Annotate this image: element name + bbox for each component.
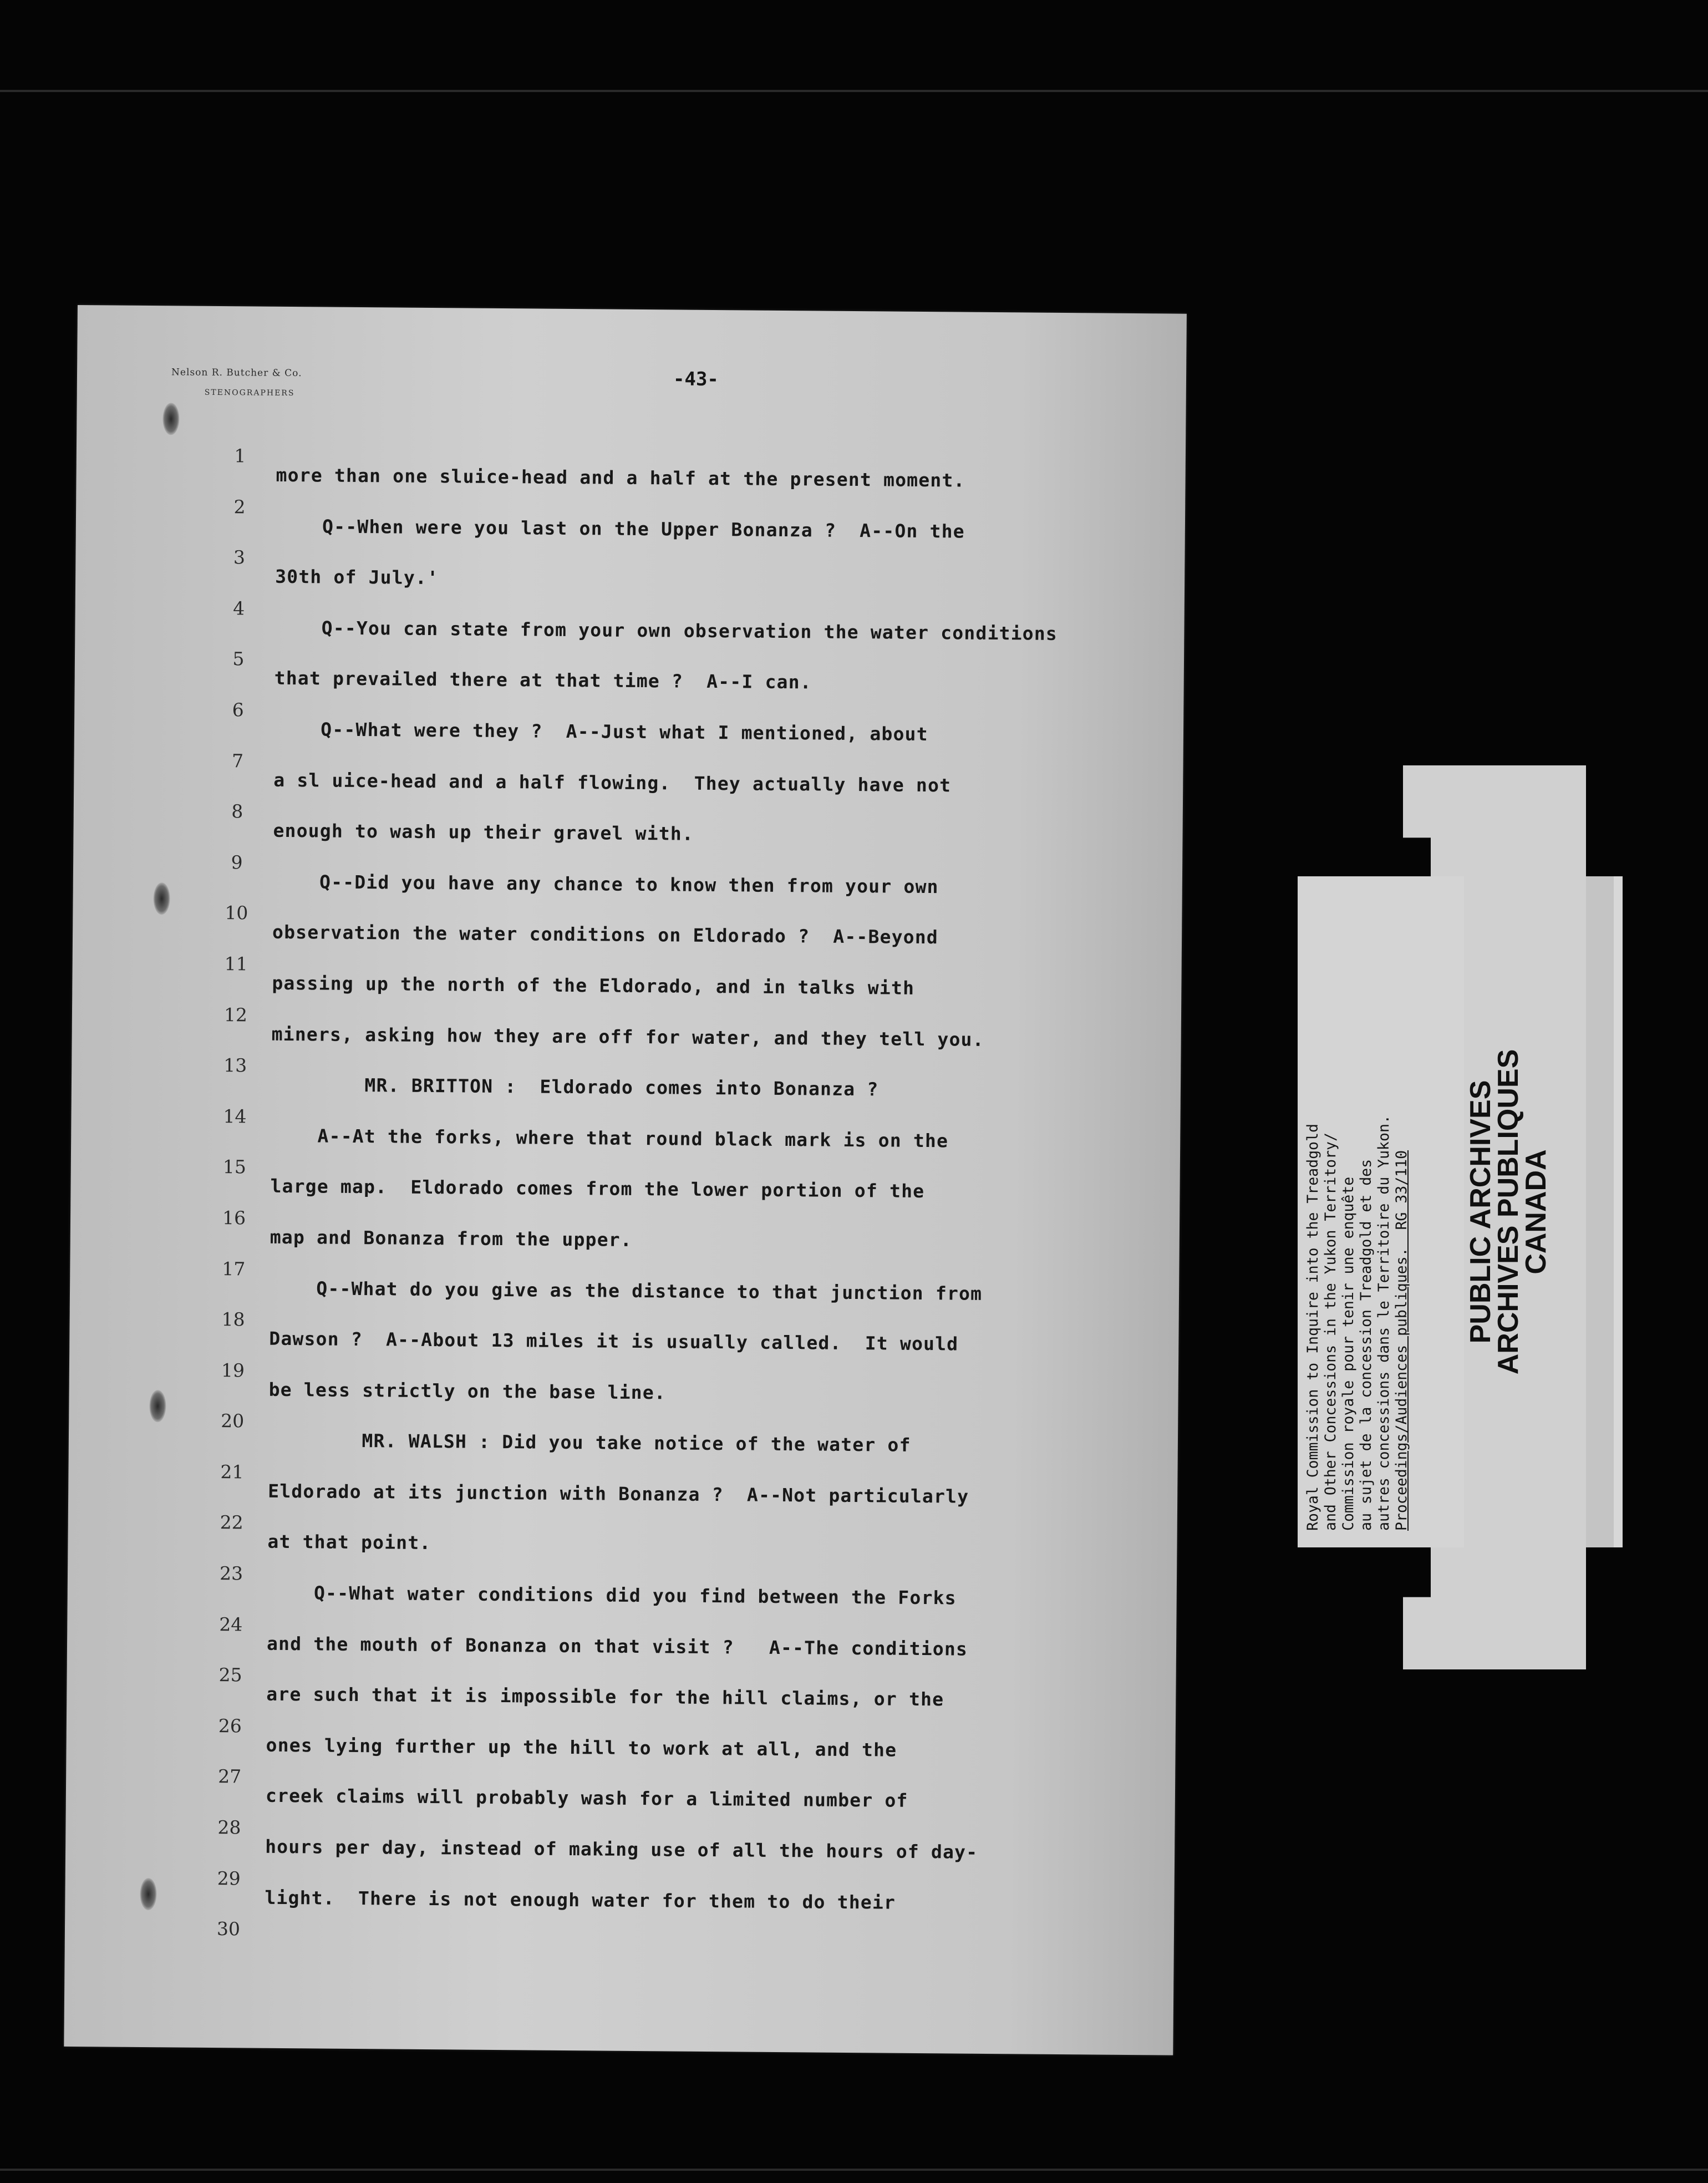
transcript-body	[64, 444, 1186, 1976]
line-text: Q--Did you have any chance to know then from your own	[272, 870, 939, 897]
transcript-line	[70, 1155, 1180, 1214]
film-edge-bottom	[0, 2169, 1708, 2171]
line-text: light. There is not enough water for them to do their	[265, 1886, 896, 1913]
transcript-line	[73, 901, 1182, 960]
archive-label-line: Royal Commission to Inquire into the Treadgold	[1304, 1124, 1321, 1531]
line-text: more than one sluice-head and a half at the present moment.	[276, 464, 965, 491]
line-number: 24	[219, 1613, 243, 1636]
line-number: 12	[223, 1003, 248, 1025]
transcript-line	[65, 1815, 1175, 1875]
transcript-line	[71, 1104, 1181, 1164]
line-text: Q--What were they ? A--Just what I mentioned, about	[273, 718, 928, 745]
line-text: hours per day, instead of making use of all the hours of day-	[265, 1835, 978, 1863]
line-text: be less strictly on the base line.	[268, 1378, 667, 1404]
line-number: 22	[220, 1511, 243, 1534]
line-number: 18	[221, 1308, 245, 1331]
line-text: observation the water conditions on Eldorado ? A--Beyond	[272, 921, 939, 948]
transcript-line	[76, 495, 1186, 554]
line-number: 2	[233, 495, 246, 517]
line-text: a sl uice-head and a half flowing. They actually have not	[273, 769, 952, 796]
line-text: MR. WALSH : Did you take notice of the water of	[268, 1429, 911, 1456]
transcript-line	[70, 1256, 1180, 1316]
line-number: 15	[222, 1156, 246, 1178]
line-text: 30th of July.'	[275, 566, 439, 589]
line-text: creek claims will probably wash for a limited number of	[265, 1785, 908, 1812]
line-text: map and Bonanza from the upper.	[270, 1226, 633, 1251]
document-page	[64, 305, 1187, 2055]
line-text: passing up the north of the Eldorado, and in talks with	[272, 972, 915, 999]
line-number: 7	[231, 749, 244, 771]
letterhead	[171, 367, 360, 398]
archive-label-line: Commission royale pour tenir une enquête	[1340, 1176, 1357, 1531]
line-text: large map. Eldorado comes from the lower portion of the	[270, 1175, 925, 1202]
line-number: 13	[223, 1054, 247, 1077]
archive-label-line: au sujet de la concession Treadgold et des	[1358, 1159, 1375, 1531]
line-text: are such that it is impossible for the hill claims, or the	[266, 1683, 944, 1710]
archive-label-description	[1304, 893, 1411, 1531]
archives-stamp-line: PUBLIC ARCHIVES	[1465, 1080, 1497, 1344]
transcript-line	[66, 1714, 1176, 1773]
line-text: Q--You can state from your own observation the water conditions	[274, 616, 1058, 644]
transcript-line	[64, 1917, 1174, 1976]
line-text: that prevailed there at that time ? A--I can.	[274, 667, 812, 693]
line-number: 4	[233, 597, 245, 620]
line-number: 8	[231, 800, 243, 823]
archives-stamp-line: ARCHIVES PUBLIQUES	[1492, 1049, 1524, 1375]
line-number: 5	[232, 648, 245, 670]
line-number: 25	[218, 1664, 242, 1686]
line-number: 14	[223, 1105, 247, 1128]
transcript-line	[67, 1663, 1176, 1722]
line-text: Dawson ? A--About 13 miles it is usually called. It would	[269, 1327, 959, 1355]
line-number: 11	[224, 953, 248, 975]
line-number: 9	[231, 851, 243, 874]
line-text: Q--What water conditions did you find between the Forks	[267, 1581, 957, 1609]
transcript-line	[69, 1307, 1179, 1367]
transcript-line	[66, 1764, 1176, 1824]
transcript-line	[72, 1053, 1181, 1113]
archives-stamp	[1467, 876, 1550, 1547]
transcript-line	[69, 1409, 1178, 1468]
archive-label-line: and Other Concessions in the Yukon Territory/	[1322, 1133, 1339, 1531]
line-number: 19	[221, 1359, 245, 1382]
archive-label-reference: Proceedings/Audiences publiques. RG 33/110	[1393, 1150, 1410, 1531]
line-text: Eldorado at its junction with Bonanza ? A--Not particularly	[268, 1480, 969, 1507]
transcript-line	[73, 799, 1183, 859]
archives-stamp-line: CANADA	[1520, 1149, 1552, 1275]
line-text: enough to wash up their gravel with.	[273, 819, 694, 845]
line-text: MR. BRITTON : Eldorado comes into Bonanza ?	[271, 1073, 879, 1100]
transcript-line	[74, 698, 1184, 757]
archive-label-line: autres concessions dans le Territoire du Yukon.	[1375, 1115, 1392, 1531]
transcript-line	[68, 1460, 1178, 1519]
transcript-line	[69, 1358, 1178, 1418]
line-number: 29	[217, 1867, 241, 1890]
line-number: 27	[218, 1765, 242, 1788]
transcript-line	[72, 952, 1182, 1011]
letterhead-subtitle: STENOGRAPHERS	[204, 388, 295, 398]
film-edge-top	[0, 90, 1708, 92]
line-number: 21	[220, 1460, 244, 1483]
line-number: 17	[222, 1257, 246, 1280]
archives-stamp-block	[1403, 876, 1569, 1547]
line-text: ones lying further up the hill to work at all, and the	[266, 1734, 897, 1761]
line-number: 10	[225, 902, 248, 924]
transcript-line	[70, 1206, 1180, 1265]
page-number: -43-	[673, 368, 719, 391]
line-text: Q--When were you last on the Upper Bonanza ? A--On the	[275, 515, 965, 542]
transcript-line	[74, 749, 1183, 808]
line-text: A--At the forks, where that round black mark is on the	[271, 1124, 949, 1152]
line-number: 20	[221, 1410, 245, 1432]
line-text: Q--What do you give as the distance to that junction from	[269, 1277, 983, 1304]
transcript-line	[67, 1561, 1177, 1621]
line-number: 1	[234, 445, 246, 467]
line-number: 6	[232, 699, 244, 721]
line-number: 28	[217, 1816, 241, 1839]
line-text: and the mouth of Bonanza on that visit ? A--The conditions	[266, 1632, 968, 1660]
transcript-line	[72, 1002, 1181, 1062]
line-text: miners, asking how they are off for water, and they tell you.	[271, 1023, 984, 1050]
line-number: 23	[219, 1562, 243, 1585]
transcript-line	[67, 1612, 1177, 1672]
transcript-line	[75, 596, 1185, 656]
line-number: 26	[218, 1714, 242, 1737]
line-text: at that point.	[267, 1531, 431, 1554]
line-number: 16	[222, 1207, 246, 1229]
letterhead-firm-name: Nelson R. Butcher & Co.	[171, 367, 302, 379]
line-number: 3	[233, 546, 246, 568]
punch-hole-top	[162, 403, 179, 435]
transcript-line	[75, 545, 1185, 605]
transcript-line	[68, 1510, 1177, 1570]
transcript-line	[74, 647, 1184, 706]
transcript-line	[76, 444, 1186, 503]
transcript-line	[73, 850, 1183, 910]
transcript-line	[65, 1866, 1175, 1926]
line-number: 30	[216, 1918, 241, 1940]
